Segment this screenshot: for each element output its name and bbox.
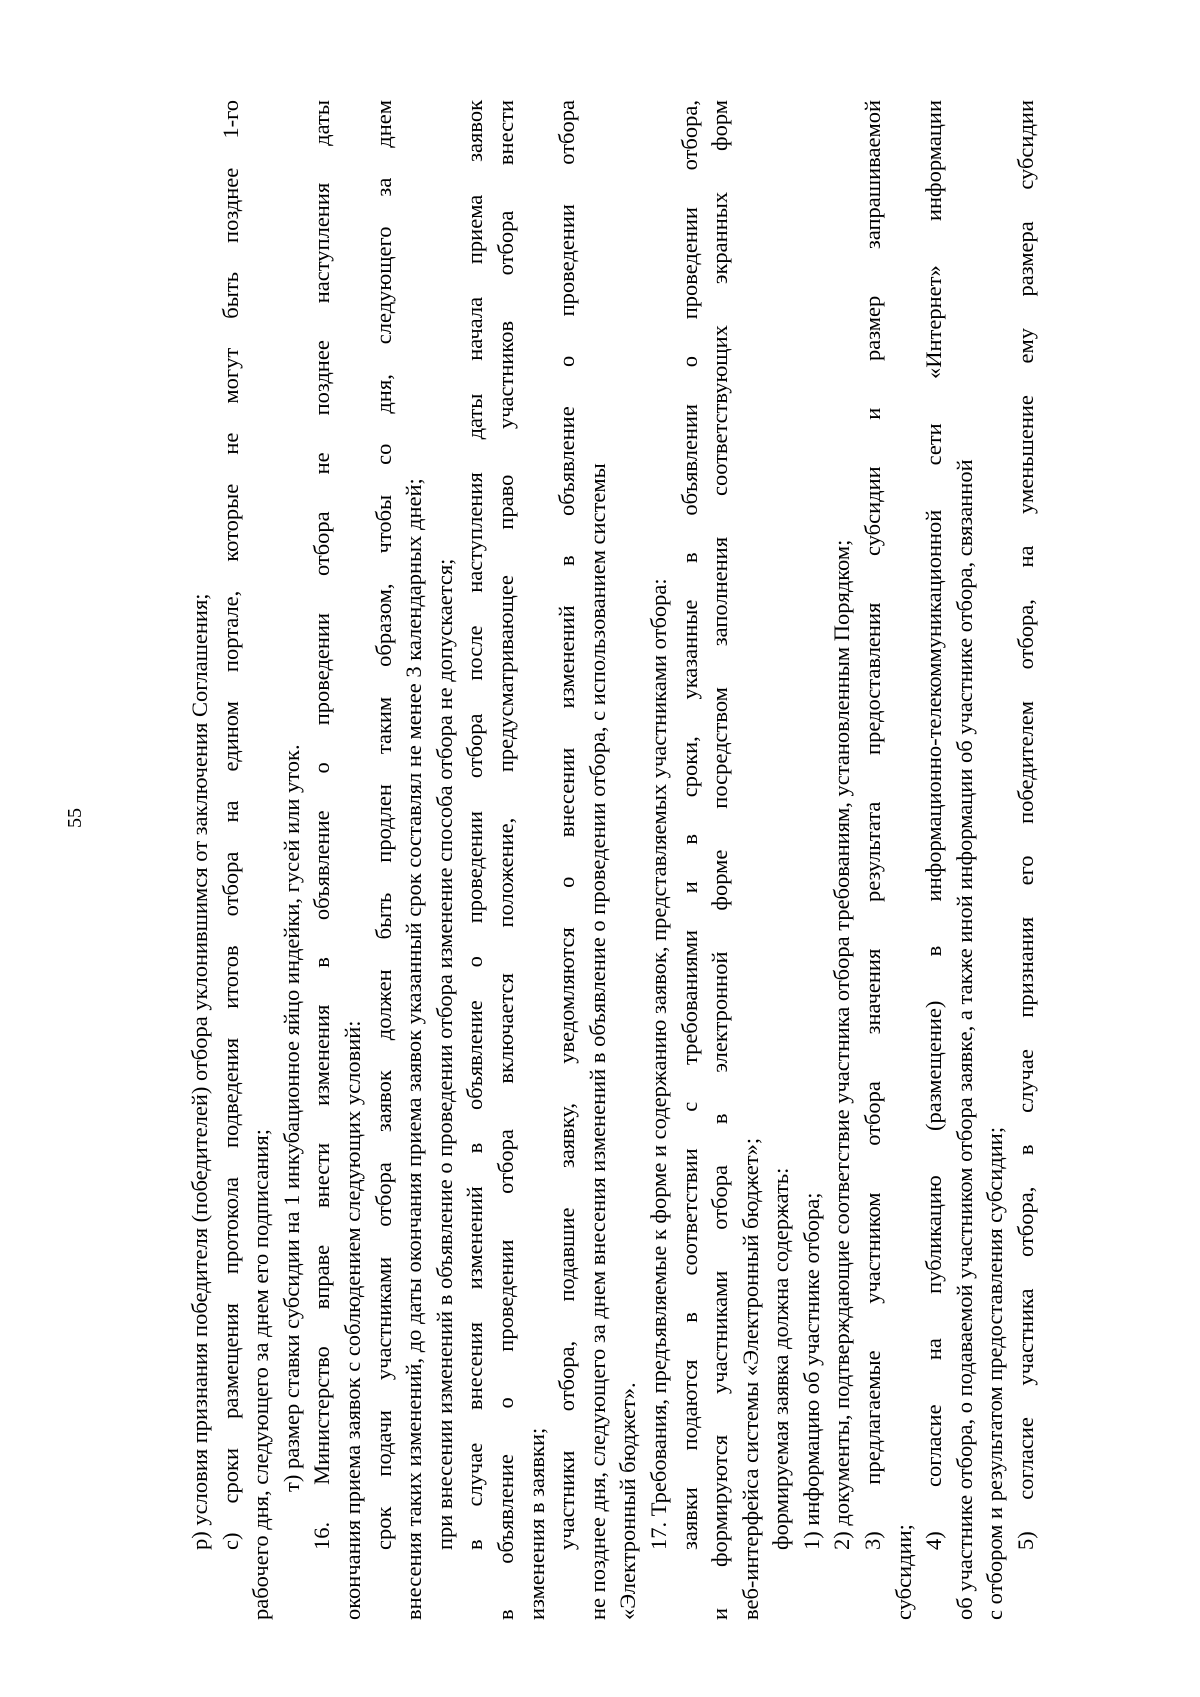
text-line: внесения таких изменений, до даты окончания приема заявок указанный срок составлял не менее 3 календарных дней; [401,478,427,1620]
text-line: изменения в заявки; [523,1427,549,1620]
text-line: заявки подаются в соответствии с требованиями и в сроки, указанные в объявлении о проведении отбора, [676,100,702,1550]
text-line: в объявление о проведении отбора включается положение, предусматривающее право участников отбора внести [492,100,518,1620]
page-number: 55 [64,808,86,828]
text-line: 17. Требования, предъявляемые к форме и содержанию заявок, представляемых участниками отбора: [645,578,671,1550]
text-line: об участнике отбора, о подаваемой участником отбора заявке, а также иной информации об участнике отбора, связанной [951,459,977,1620]
text-line: с) сроки размещения протокола подведения итогов отбора на едином портале, которые не могут быть позднее 1-го [217,100,243,1550]
text-line: «Электронный бюджет». [615,1382,641,1620]
text-line: срок подачи участниками отбора заявок должен быть продлен таким образом, чтобы со дня, следующего за днем [370,100,396,1550]
text-line: веб-интерфейса системы «Электронный бюджет»; [737,1137,763,1620]
text-line: окончания приема заявок с соблюдением следующих условий: [339,1020,365,1620]
text-line: 1) информацию об участнике отбора; [798,1192,824,1550]
text-line: 16. Министерство вправе внести изменения в объявление о проведении отбора не позднее наступления даты [309,100,335,1550]
text-line: не позднее дня, следующего за днем внесения изменений в объявление о проведении отбора, с использованием системы [584,463,610,1620]
text-line: т) размер ставки субсидии на 1 инкубационное яйцо индейки, гусей или уток. [278,744,304,1492]
document-body [185,100,1042,1620]
text-line: субсидии; [890,1524,916,1620]
text-line: р) условия признания победителя (победителей) отбора уклонившимся от заключения Соглашения; [187,593,212,1550]
text-line: 4) согласие на публикацию (размещение) в информационно-телекоммуникационной сети «Интернет» информации [921,100,947,1550]
text-line: 3) предлагаемые участником отбора значения результата предоставления субсидии и размер запрашиваемой [860,100,886,1550]
text-line: при внесении изменений в объявление о проведении отбора изменение способа отбора не допускается; [431,558,457,1550]
text-line: 5) согласие участника отбора, в случае признания его победителем отбора, на уменьшение ему размера субсидии [1013,100,1039,1550]
text-line: участники отбора, подавшие заявку, уведомляются о внесении изменений в объявление о проведении отбора [554,100,580,1550]
text-line: 2) документы, подтверждающие соответствие участника отбора требованиям, установленным Порядком; [829,539,855,1550]
text-line: рабочего дня, следующего за днем его подписания; [248,1128,274,1620]
text-line: формируемая заявка должна содержать: [768,1167,794,1550]
text-line: в случае внесения изменений в объявление о проведении отбора после наступления даты начала приема заявок [462,100,488,1550]
text-line: и формируются участниками отбора в электронной форме посредством заполнения соответствующих экранных форм [707,100,733,1620]
text-line: с отбором и результатом предоставления субсидии; [982,1126,1008,1620]
